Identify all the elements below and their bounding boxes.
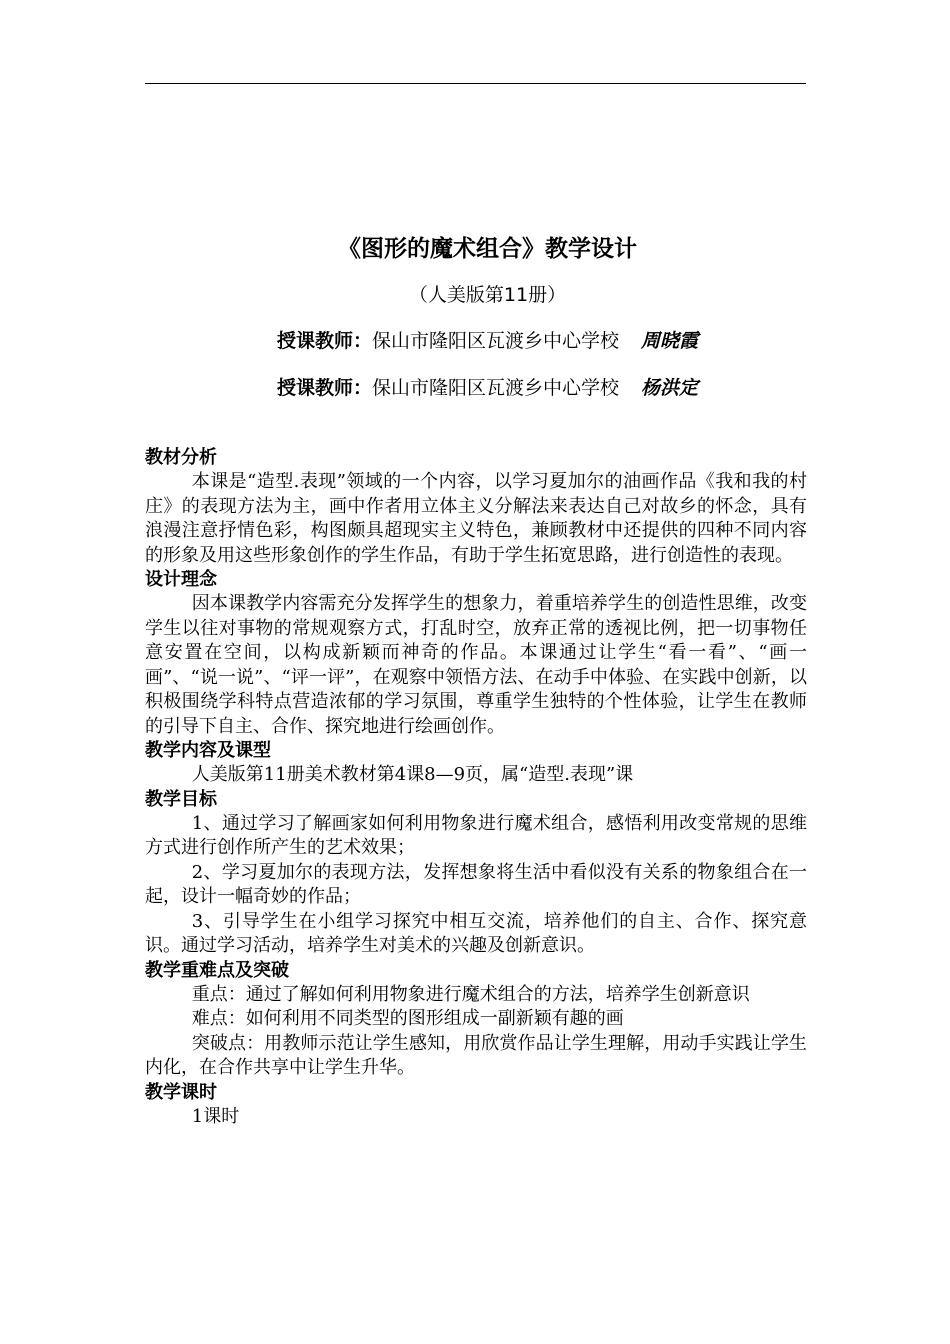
teacher-label: 授课教师： (276, 330, 372, 352)
teacher-name: 杨洪定 (641, 377, 699, 399)
section-heading: 教学课时 (145, 1081, 217, 1103)
section-heading: 教学内容及课型 (145, 740, 271, 761)
teacher-line (145, 328, 830, 355)
document-page (145, 228, 830, 1129)
document-subtitle: （人美版第11册） (408, 284, 567, 306)
paragraph: 2、学习夏加尔的表现方法，发挥想象将生活中看似没有关系的物象组合在一起，设计一幅奇妙的作品； (145, 861, 807, 907)
section-heading: 教材分析 (145, 447, 217, 468)
teacher-school: 保山市隆阳区瓦渡乡中心学校 (371, 377, 619, 399)
teacher-school: 保山市隆阳区瓦渡乡中心学校 (371, 330, 619, 352)
paragraph: 1、通过学习了解画家如何利用物象进行魔术组合，感悟利用改变常规的思维方式进行创作所产生的艺术效果； (145, 812, 807, 858)
paragraph: 1课时 (191, 1105, 240, 1127)
paragraph: 因本课教学内容需充分发挥学生的想象力，着重培养学生的创造性思维，改变学生以往对事物的常规观察方式，打乱时空，放弃正常的透视比例，把一切事物任意安置在空间，以构成新颖而神奇的作品。本课通过让学生“看一看”、“画一画”、“说一说”、“评一评”，在观察中领悟方法、在动手中体验、在实践中创新，以积极围绕学科特点营造浓郁的学习氛围，尊重学生独特的个性体验，让学生在教师的引导下自主、合作、探究地进行绘画创作。 (145, 593, 807, 737)
teacher-line (145, 375, 830, 402)
document-title: 《图形的魔术组合》教学设计 (338, 236, 637, 262)
paragraph: 人美版第11册美术教材第4课8—9页，属“造型.表现”课 (191, 764, 634, 785)
header-rule (145, 83, 806, 84)
section-heading: 设计理念 (145, 569, 217, 590)
paragraph: 重点：通过了解如何利用物象进行魔术组合的方法，培养学生创新意识 (191, 983, 750, 1005)
paragraph: 难点：如何利用不同类型的图形组成一副新颖有趣的画 (191, 1008, 624, 1029)
section-heading: 教学目标 (145, 788, 217, 810)
section-heading: 教学重难点及突破 (145, 959, 289, 981)
paragraph: 3、引导学生在小组学习探究中相互交流，培养他们的自主、合作、探究意识。通过学习活动，培养学生对美术的兴趣及创新意识。 (145, 910, 807, 956)
document-body (145, 446, 830, 1129)
paragraph: 本课是“造型.表现”领域的一个内容，以学习夏加尔的油画作品《我和我的村庄》的表现方法为主，画中作者用立体主义分解法来表达自己对故乡的怀念，具有浪漫注意抒情色彩，构图颇具超现实主义特色，兼顾教材中还提供的四种不同内容的形象及用这些形象创作的学生作品，有助于学生拓宽思路，进行创造性的表现。 (145, 471, 807, 566)
teacher-label: 授课教师： (276, 377, 372, 399)
teacher-name: 周晓霞 (641, 330, 699, 352)
paragraph: 突破点：用教师示范让学生感知，用欣赏作品让学生理解，用动手实践让学生内化，在合作共享中让学生升华。 (145, 1032, 807, 1078)
